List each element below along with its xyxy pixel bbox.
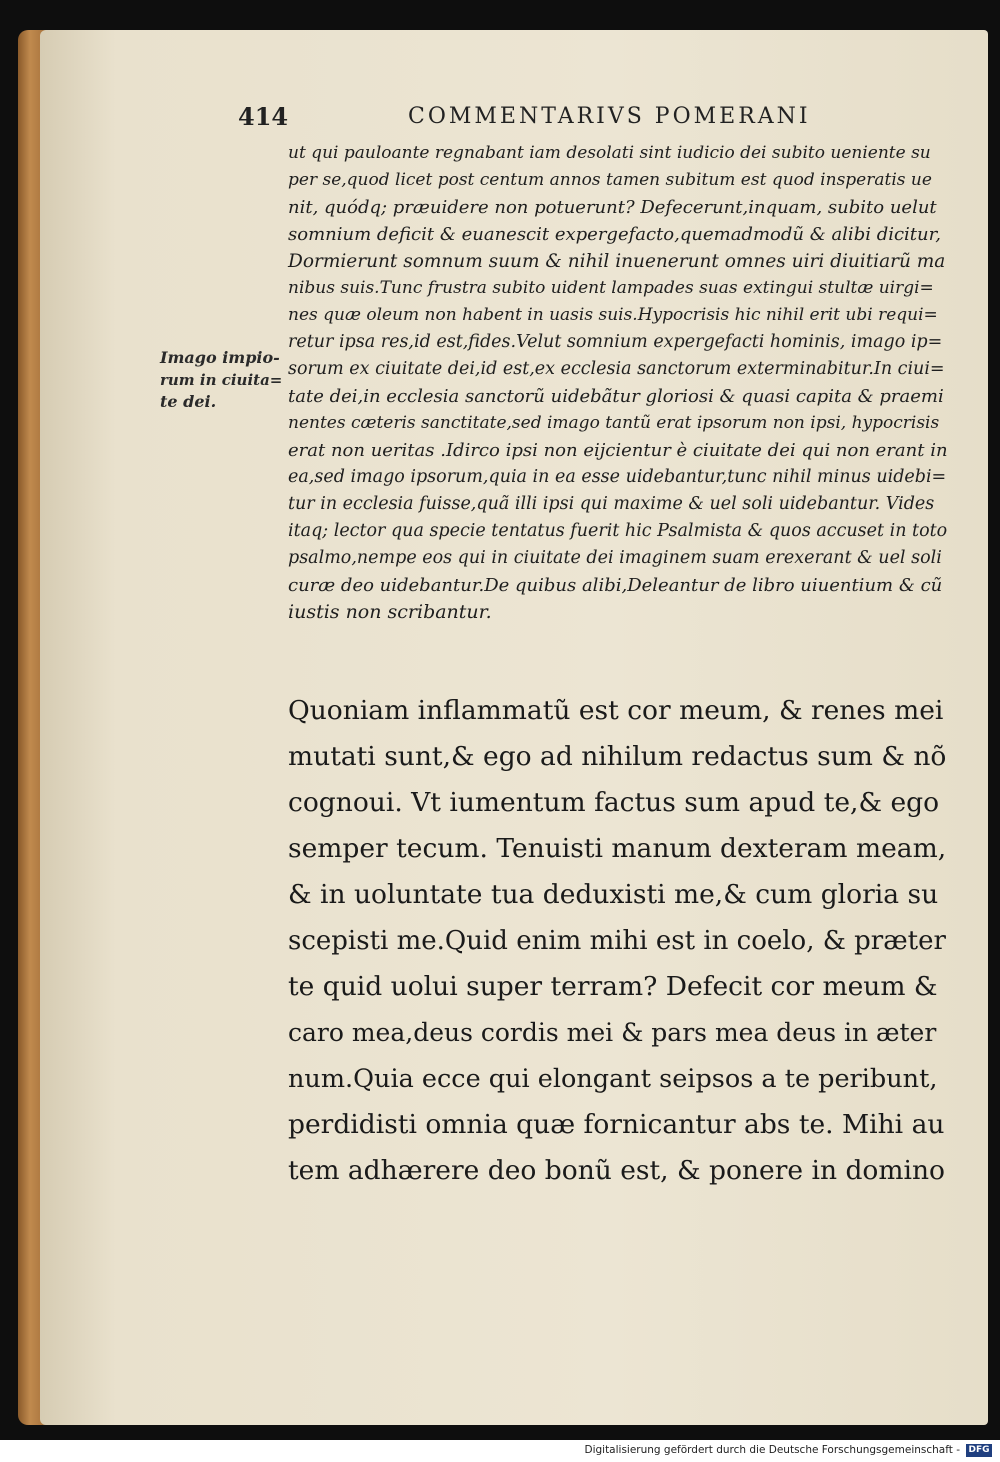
commentary-line: curæ deo uidebantur.De quibus alibi,Deleantur de libro uiuentium & cũ <box>288 575 943 596</box>
scripture-line: mutati sunt,& ego ad nihilum redactus sum & nõ <box>288 741 947 772</box>
commentary-line: iustis non scribantur. <box>288 601 492 623</box>
commentary-line: tur in ecclesia fuisse,quã illi ipsi qui maxime & uel soli uidebantur. Vides <box>288 494 935 514</box>
commentary-line: itaq; lector qua specie tentatus fuerit hic Psalmista & quos accuset in toto <box>288 521 948 541</box>
footer-credit: Digitalisierung gefördert durch die Deutsche Forschungsgemeinschaft - <box>584 1444 960 1456</box>
marginal-line: rum in ciuita= <box>160 371 283 389</box>
scripture-line: perdidisti omnia quæ fornicantur abs te. Mihi au <box>288 1109 945 1140</box>
scripture-line: scepisti me.Quid enim mihi est in coelo, & præter <box>288 926 946 956</box>
running-head: COMMENTARIVS POMERANI <box>408 104 811 129</box>
marginal-note <box>160 347 284 413</box>
dfg-logo: DFG <box>966 1444 992 1457</box>
commentary-line: nes quæ oleum non habent in uasis suis.Hypocrisis hic nihil erit ubi requi= <box>288 305 938 325</box>
scripture-line: cognoui. Vt iumentum factus sum apud te,& ego <box>288 787 940 818</box>
page-header <box>238 100 828 140</box>
commentary-line: erat non ueritas .Idirco ipsi non eijcientur è ciuitate dei qui non erant in <box>288 440 948 461</box>
commentary-line: per se,quod licet post centum annos tamen subitum est quod insperatis ue <box>288 170 932 190</box>
commentary-line: tate dei,in ecclesia sanctorũ uidebãtur gloriosi & quasi capita & praemi <box>288 386 944 407</box>
commentary-line: retur ipsa res,id est,fides.Velut somnium expergefacti hominis, imago ip= <box>288 332 943 352</box>
commentary-line: ut qui pauloante regnabant iam desolati sint iudicio dei subito ueniente su <box>288 143 931 163</box>
marginal-line: Imago impio- <box>160 348 280 367</box>
marginal-line: te dei. <box>160 392 217 411</box>
commentary-line: nit, quódq; præuidere non potuerunt? Defecerunt,inquam, subito uelut <box>288 197 937 218</box>
scripture-line: tem adhærere deo bonũ est, & ponere in domino <box>288 1155 945 1186</box>
commentary-line: nentes cæteris sanctitate,sed imago tantũ erat ipsorum non ipsi, hypocrisis <box>288 413 940 433</box>
page-number: 414 <box>238 102 289 131</box>
commentary-text <box>288 140 948 626</box>
commentary-line: ea,sed imago ipsorum,quia in ea esse uidebantur,tunc nihil minus uidebi= <box>288 467 947 487</box>
footer-bar <box>0 1440 1000 1462</box>
commentary-line: psalmo,nempe eos qui in ciuitate dei imaginem suam erexerant & uel soli <box>288 548 942 568</box>
commentary-line: sorum ex ciuitate dei,id est,ex ecclesia sanctorum exterminabitur.In ciui= <box>288 359 945 379</box>
scripture-line: num.Quia ecce qui elongant seipsos a te peribunt, <box>288 1064 938 1094</box>
scripture-text <box>288 688 948 1194</box>
scripture-line: semper tecum. Tenuisti manum dexteram meam, <box>288 833 947 864</box>
commentary-line: nibus suis.Tunc frustra subito uident lampades suas extingui stultæ uirgi= <box>288 278 934 298</box>
scripture-line: caro mea,deus cordis mei & pars mea deus in æter <box>288 1018 937 1047</box>
commentary-line: Dormierunt somnum suum & nihil inuenerunt omnes uiri diuitiarũ ma <box>288 251 946 272</box>
commentary-line: somnium deficit & euanescit expergefacto,quemadmodũ & alibi dicitur, <box>288 224 941 245</box>
scripture-line: Quoniam inflammatũ est cor meum, & renes mei <box>288 695 944 726</box>
scripture-line: & in uoluntate tua deduxisti me,& cum gloria su <box>288 879 939 910</box>
scripture-line: te quid uolui super terram? Defecit cor meum & <box>288 971 938 1002</box>
